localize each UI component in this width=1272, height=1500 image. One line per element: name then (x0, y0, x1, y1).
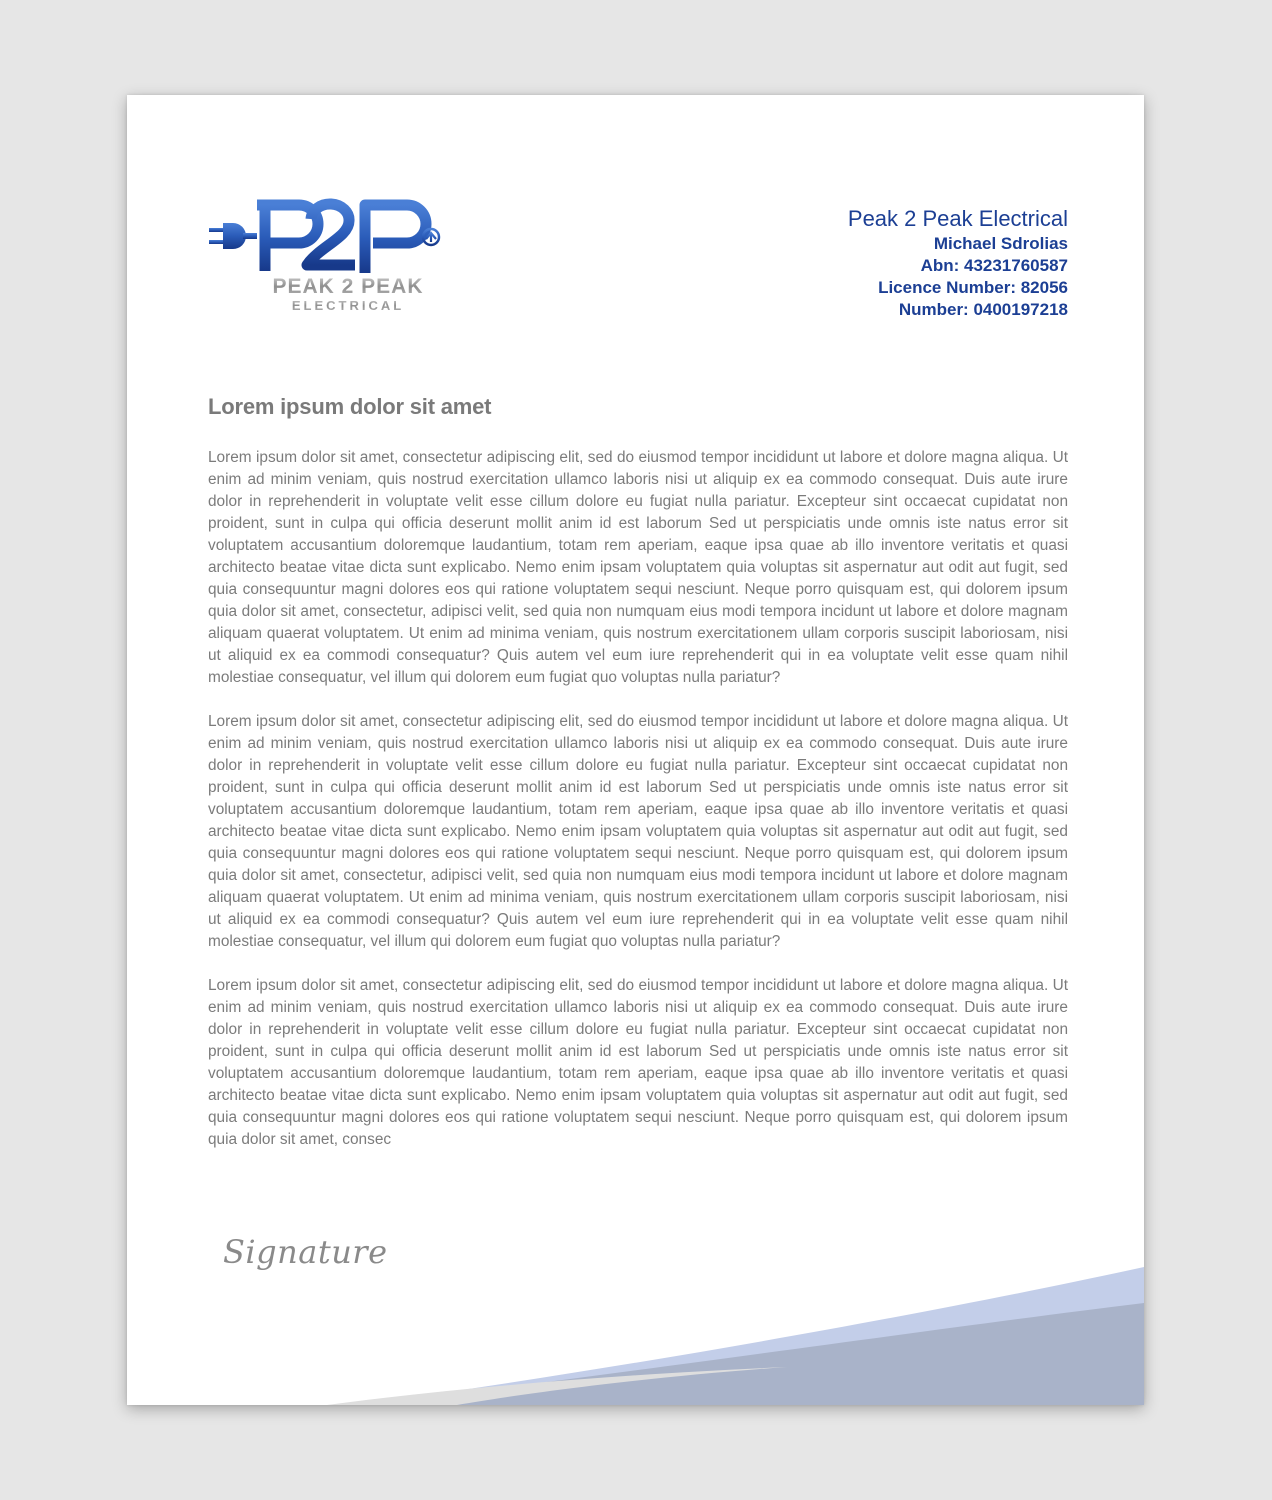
letter-body (208, 447, 1068, 1151)
footer-swoosh (127, 1255, 1144, 1405)
abn-number: Abn: 43231760587 (920, 256, 1068, 275)
letter-heading: Lorem ipsum dolor sit amet (208, 394, 492, 419)
company-name: Peak 2 Peak Electrical (847, 206, 1068, 231)
logo-monogram (257, 204, 426, 273)
body-paragraph: Lorem ipsum dolor sit amet, consectetur adipiscing elit, sed do eiusmod tempor incididunt ut labore et dolore magna aliqua. Ut enim ad minim veniam, quis nostrud exercitation ullamco laboris nisi ut aliquip ex ea commodo consequat. Duis aute irure dolor in reprehenderit in voluptate velit esse cillum dolore eu fugiat nulla pariatur. Excepteur sint occaecat cupidatat non proident, sunt in culpa qui officia deserunt mollit anim id est laborum Sed ut perspiciatis unde omnis iste natus error sit voluptatem accusantium doloremque laudantium, totam rem aperiam, eaque ipsa quae ab illo inventore veritatis et quasi architecto beatae vitae dicta sunt explicabo. Nemo enim ipsam voluptatem quia voluptas sit aspernatur aut odit aut fugit, sed quia consequuntur magni dolores eos qui ratione voluptatem sequi nesciunt. Neque porro quisquam est, qui dolorem ipsum quia dolor sit amet, consec (208, 977, 1068, 1148)
logo-name-line1: PEAK 2 PEAK (272, 275, 424, 298)
letterhead-page (127, 95, 1144, 1405)
company-logo (205, 197, 491, 321)
signature: Signature (223, 1233, 388, 1271)
contact-block (848, 205, 1068, 321)
contact-person: Michael Sdrolias (933, 234, 1068, 253)
plug-icon (209, 223, 257, 249)
logo-name-line2: ELECTRICAL (291, 298, 405, 313)
licence-number: Licence Number: 82056 (878, 278, 1068, 297)
body-paragraph: Lorem ipsum dolor sit amet, consectetur adipiscing elit, sed do eiusmod tempor incididunt ut labore et dolore magna aliqua. Ut enim ad minim veniam, quis nostrud exercitation ullamco laboris nisi ut aliquip ex ea commodo consequat. Duis aute irure dolor in reprehenderit in voluptate velit esse cillum dolore eu fugiat nulla pariatur. Excepteur sint occaecat cupidatat non proident, sunt in culpa qui officia deserunt mollit anim id est laborum Sed ut perspiciatis unde omnis iste natus error sit voluptatem accusantium doloremque laudantium, totam rem aperiam, eaque ipsa quae ab illo inventore veritatis et quasi architecto beatae vitae dicta sunt explicabo. Nemo enim ipsam voluptatem quia voluptas sit aspernatur aut odit aut fugit, sed quia consequuntur magni dolores eos qui ratione voluptatem sequi nesciunt. Neque porro quisquam est, qui dolorem ipsum quia dolor sit amet, consectetur, adipisci velit, sed quia non numquam eius modi tempora incidunt ut labore et dolore magnam aliquam quaerat voluptatem. Ut enim ad minima veniam, quis nostrum exercitationem ullam corporis suscipit laboriosam, nisi ut aliquid ex ea commodi consequatur? Quis autem vel eum iure reprehenderit qui in ea voluptate velit esse quam nihil molestiae consequatur, vel illum qui dolorem eum fugiat quo voluptas nulla pariatur? (208, 713, 1068, 950)
phone-number: Number: 0400197218 (898, 300, 1068, 319)
body-paragraph: Lorem ipsum dolor sit amet, consectetur adipiscing elit, sed do eiusmod tempor incididunt ut labore et dolore magna aliqua. Ut enim ad minim veniam, quis nostrud exercitation ullamco laboris nisi ut aliquip ex ea commodo consequat. Duis aute irure dolor in reprehenderit in voluptate velit esse cillum dolore eu fugiat nulla pariatur. Excepteur sint occaecat cupidatat non proident, sunt in culpa qui officia deserunt mollit anim id est laborum Sed ut perspiciatis unde omnis iste natus error sit voluptatem accusantium doloremque laudantium, totam rem aperiam, eaque ipsa quae ab illo inventore veritatis et quasi architecto beatae vitae dicta sunt explicabo. Nemo enim ipsam voluptatem quia voluptas sit aspernatur aut odit aut fugit, sed quia consequuntur magni dolores eos qui ratione voluptatem sequi nesciunt. Neque porro quisquam est, qui dolorem ipsum quia dolor sit amet, consectetur, adipisci velit, sed quia non numquam eius modi tempora incidunt ut labore et dolore magnam aliquam quaerat voluptatem. Ut enim ad minima veniam, quis nostrum exercitationem ullam corporis suscipit laboriosam, nisi ut aliquid ex ea commodi consequatur? Quis autem vel eum iure reprehenderit qui in ea voluptate velit esse quam nihil molestiae consequatur, vel illum qui dolorem eum fugiat quo voluptas nulla pariatur? (208, 449, 1068, 686)
